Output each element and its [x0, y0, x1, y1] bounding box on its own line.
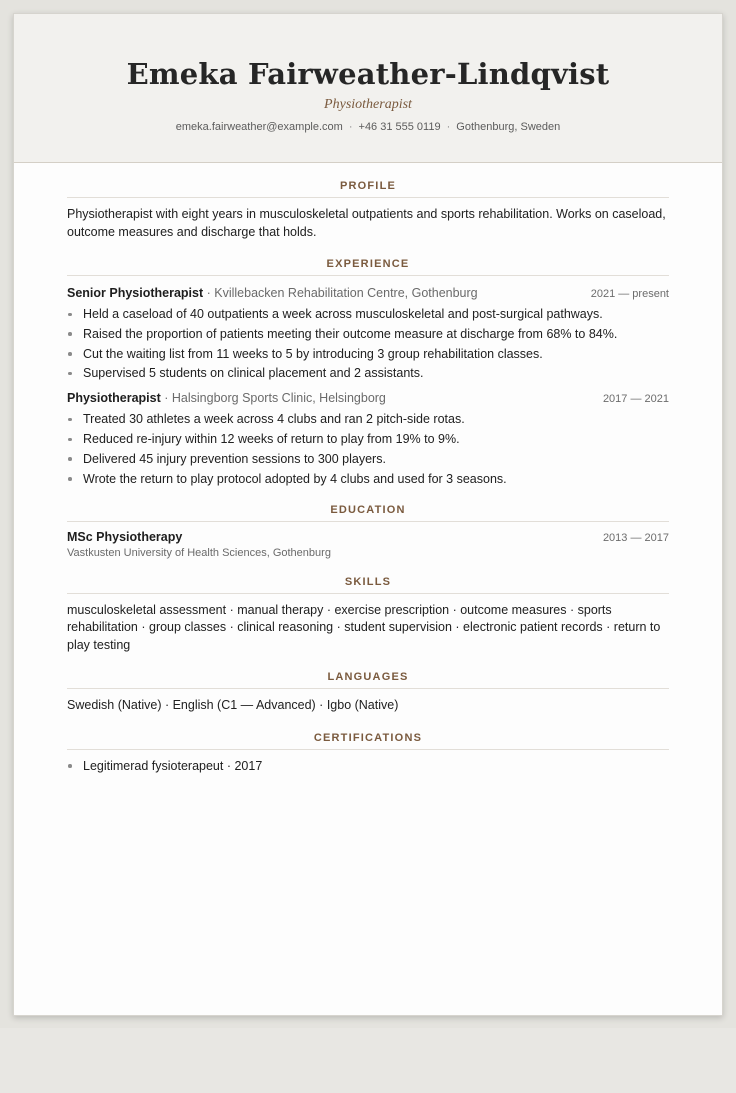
job-entry — [67, 389, 669, 486]
job-dates: 2021 — present — [590, 288, 669, 300]
job-bullet: Raised the proportion of patients meeting their outcome measure at discharge from 68% to 84%. — [83, 326, 669, 342]
skills-text: musculoskeletal assessment · manual therapy · exercise prescription · outcome measures · sports rehabilitation · group classes · clinical reasoning · student supervision · electronic patient records · return to play testing — [67, 602, 661, 652]
section-title-certifications: CERTIFICATIONS — [67, 732, 669, 750]
resume-header — [14, 14, 722, 163]
education-section — [67, 504, 669, 559]
job-bullet: Cut the waiting list from 11 weeks to 5 by introducing 3 group rehabilitation classes. — [83, 346, 669, 362]
contact-email[interactable]: emeka.fairweather@example.com — [175, 121, 343, 133]
job-bullet: Supervised 5 students on clinical placement and 2 assistants. — [83, 365, 669, 381]
certifications-section — [67, 732, 669, 774]
languages-section — [67, 671, 669, 715]
job-bullet: Delivered 45 injury prevention sessions to 300 players. — [83, 451, 669, 467]
page-background-band — [0, 1028, 736, 1093]
education-header — [67, 530, 669, 544]
job-title: Senior Physiotherapist — [67, 286, 204, 300]
contact-phone[interactable]: +46 31 555 0119 — [358, 121, 441, 133]
job-org-separator: · — [203, 286, 215, 300]
candidate-role: Physiotherapist — [324, 97, 412, 112]
job-entry — [67, 284, 669, 381]
skills-section — [67, 576, 669, 655]
job-bullet: Wrote the return to play protocol adopted by 4 clubs and used for 3 seasons. — [83, 471, 669, 487]
job-organization: Kvillebacken Rehabilitation Centre, Gothenburg — [214, 286, 478, 300]
education-institution: Vastkusten University of Health Sciences, Gothenburg — [67, 546, 331, 559]
section-title-profile: PROFILE — [67, 180, 669, 198]
contact-separator: · — [446, 121, 451, 133]
experience-section — [67, 258, 669, 487]
job-organization: Halsingborg Sports Clinic, Helsingborg — [171, 391, 386, 406]
job-bullets — [67, 411, 669, 486]
job-title: Physiotherapist — [67, 391, 161, 406]
education-degree: MSc Physiotherapy — [67, 529, 183, 544]
contact-line — [14, 120, 722, 134]
resume-content — [14, 180, 722, 774]
section-title-education: EDUCATION — [67, 504, 669, 522]
job-bullet: Held a caseload of 40 outpatients a week across musculoskeletal and post-surgical pathways. — [83, 306, 669, 322]
section-title-languages: LANGUAGES — [67, 671, 669, 689]
section-title-experience: EXPERIENCE — [67, 258, 669, 276]
job-header — [67, 284, 669, 302]
job-dates: 2017 — 2021 — [602, 393, 669, 406]
languages-text: Swedish (Native) · English (C1 — Advanced) · Igbo (Native) — [67, 698, 399, 713]
job-bullet: Reduced re-injury within 12 weeks of return to play from 19% to 9%. — [83, 431, 669, 447]
profile-text: Physiotherapist with eight years in musculoskeletal outpatients and sports rehabilitation. Works on caseload, outcome measures and discharge that holds. — [67, 207, 666, 239]
profile-section — [67, 180, 669, 241]
job-org-separator: · — [160, 391, 172, 406]
candidate-name: Emeka Fairweather-Lindqvist — [126, 57, 610, 91]
certification-item: Legitimerad fysioterapeut · 2017 — [83, 758, 669, 774]
resume-page — [13, 13, 723, 1016]
job-bullet: Treated 30 athletes a week across 4 clubs and ran 2 pitch-side rotas. — [83, 411, 669, 427]
contact-separator: · — [348, 121, 353, 133]
certification-list — [67, 758, 669, 774]
job-header — [67, 389, 669, 407]
job-bullets — [67, 306, 669, 381]
contact-location: Gothenburg, Sweden — [456, 121, 561, 133]
education-dates: 2013 — 2017 — [602, 531, 669, 544]
section-title-skills: SKILLS — [67, 576, 669, 594]
